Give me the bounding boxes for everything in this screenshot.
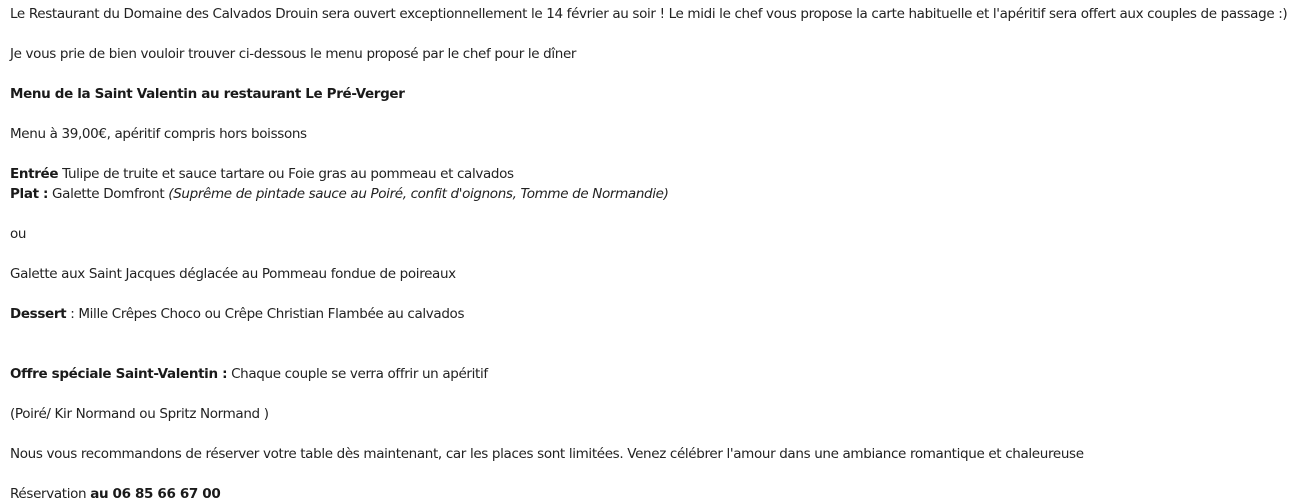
entree-line (10, 164, 1314, 184)
plat-alt-text: Galette aux Saint Jacques déglacée au Pommeau fondue de poireaux (10, 266, 456, 282)
offer-line (10, 364, 1314, 384)
reservation-phone[interactable]: au 06 85 66 67 00 (90, 486, 221, 502)
or-text: ou (10, 226, 27, 242)
plat-text: Galette Domfront (48, 186, 169, 202)
menu-title (10, 84, 1314, 104)
dessert-label: Dessert (10, 306, 67, 322)
plat-detail: (Suprême de pintade sauce au Poiré, confit d'oignons, Tomme de Normandie) (168, 186, 669, 202)
entree-label: Entrée (10, 166, 59, 182)
dessert-line (10, 304, 1314, 324)
price-text: Menu à 39,00€, apéritif compris hors boissons (10, 126, 307, 142)
offer-text: Chaque couple se verra offrir un apéritif (227, 366, 488, 382)
intro-text: Le Restaurant du Domaine des Calvados Drouin sera ouvert exceptionnellement le 14 février au soir ! Le midi le chef vous propose la carte habituelle et l'apéritif sera offert aux couples de passage :) (10, 6, 1288, 22)
recommend-text: Nous vous recommandons de réserver votre table dès maintenant, car les places sont limitées. Venez célébrer l'amour dans une ambiance romantique et chaleureuse (10, 446, 1084, 462)
offer-options-text: (Poiré/ Kir Normand ou Spritz Normand ) (10, 406, 269, 422)
reservation-line (10, 484, 1314, 504)
plat-label: Plat : (10, 186, 49, 202)
plat-line (10, 184, 1314, 204)
dessert-text: : Mille Crêpes Choco ou Crêpe Christian Flambée au calvados (66, 306, 465, 322)
entree-text: Tulipe de truite et sauce tartare ou Foie gras au pommeau et calvados (58, 166, 514, 182)
reservation-label: Réservation (10, 486, 91, 502)
menu-title-text: Menu de la Saint Valentin au restaurant Le Pré-Verger (10, 86, 405, 102)
offer-label: Offre spéciale Saint-Valentin : (10, 366, 228, 382)
message-body (10, 4, 1314, 504)
invite-text: Je vous prie de bien vouloir trouver ci-dessous le menu proposé par le chef pour le dîner (10, 46, 577, 62)
